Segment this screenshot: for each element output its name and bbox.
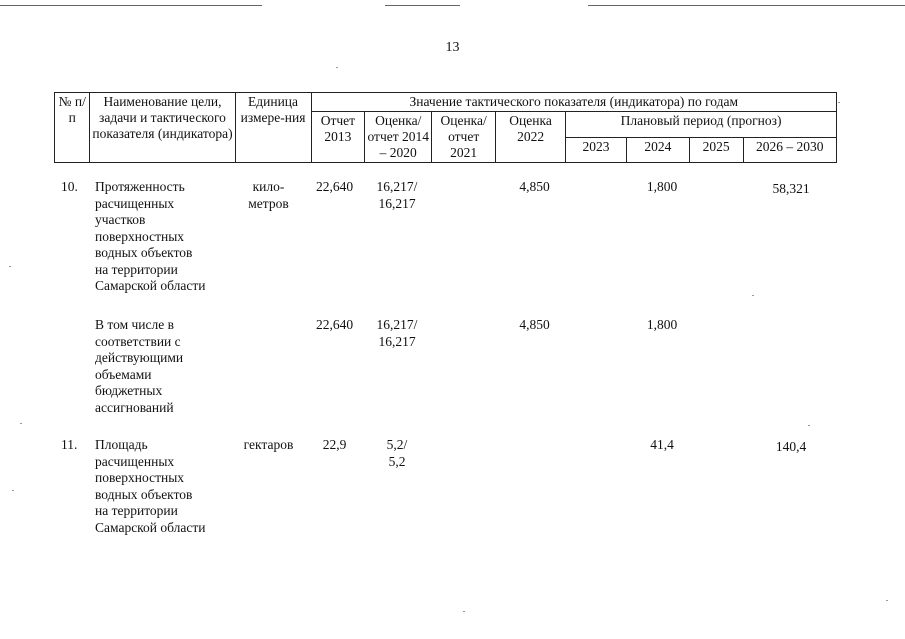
scan-speck [336, 67, 338, 68]
header-values-title: Значение тактического показателя (индикатора) по годам [311, 93, 836, 112]
scan-speck [808, 425, 810, 426]
header-est-2022: Оценка 2022 [496, 112, 566, 163]
header-num: № п/п [55, 93, 90, 163]
row-name: Площадь расчищенных поверхностных водных объектов на территории Самарской области [95, 437, 206, 535]
row-year-2024: 41,4 [650, 437, 674, 452]
table-header [54, 92, 837, 163]
header-est-report-2014-2020: Оценка/ отчет 2014 – 2020 [365, 112, 432, 163]
top-rule-middle [385, 5, 460, 6]
row-unit: гектаров [243, 437, 294, 452]
scan-speck [838, 102, 840, 103]
header-est-2021: Оценка/ отчет 2021 [432, 112, 496, 163]
row-est-2014-2020: 16,217/ 16,217 [376, 317, 418, 349]
row-est-2014-2020: 16,217/ 16,217 [376, 179, 418, 211]
page-number: 13 [445, 40, 460, 55]
scan-speck [20, 423, 22, 424]
row-est-2022: 4,850 [519, 317, 550, 332]
row-year-2024: 1,800 [646, 317, 678, 332]
scan-speck [752, 295, 754, 296]
row-est-2022: 4,850 [519, 179, 550, 194]
row-est-2014-2020: 5,2/ 5,2 [386, 437, 408, 469]
scan-speck [886, 600, 888, 601]
row-year-2026-2030: 140,4 [775, 439, 807, 454]
row-report-2013: 22,9 [322, 437, 347, 452]
row-report-2013: 22,640 [315, 179, 354, 194]
row-unit: кило- метров [248, 179, 289, 211]
header-year-2025: 2025 [689, 137, 743, 163]
row-name: В том числе в соответствии с действующими объемами бюджетных ассигнований [95, 317, 184, 415]
header-year-2024: 2024 [626, 137, 689, 163]
scan-speck [12, 490, 14, 491]
row-num: 10. [61, 179, 78, 194]
header-year-2023: 2023 [566, 137, 627, 163]
row-year-2026-2030: 58,321 [772, 181, 810, 196]
scan-speck [9, 266, 11, 267]
scan-speck [463, 611, 465, 612]
top-rule-right [588, 5, 905, 6]
header-unit: Единица измере-ния [235, 93, 311, 163]
header-report-2013: Отчет 2013 [311, 112, 365, 163]
header-year-2026-2030: 2026 – 2030 [743, 137, 837, 163]
row-report-2013: 22,640 [315, 317, 354, 332]
header-name: Наименование цели, задачи и тактического показателя (индикатора) [90, 93, 235, 163]
row-name: Протяженность расчищенных участков поверхностных водных объектов на территории Самарской области [95, 179, 206, 293]
row-num: 11. [61, 437, 78, 452]
header-plan-title: Плановый период (прогноз) [566, 112, 837, 138]
top-rule-left [0, 5, 262, 6]
row-year-2024: 1,800 [646, 179, 678, 194]
